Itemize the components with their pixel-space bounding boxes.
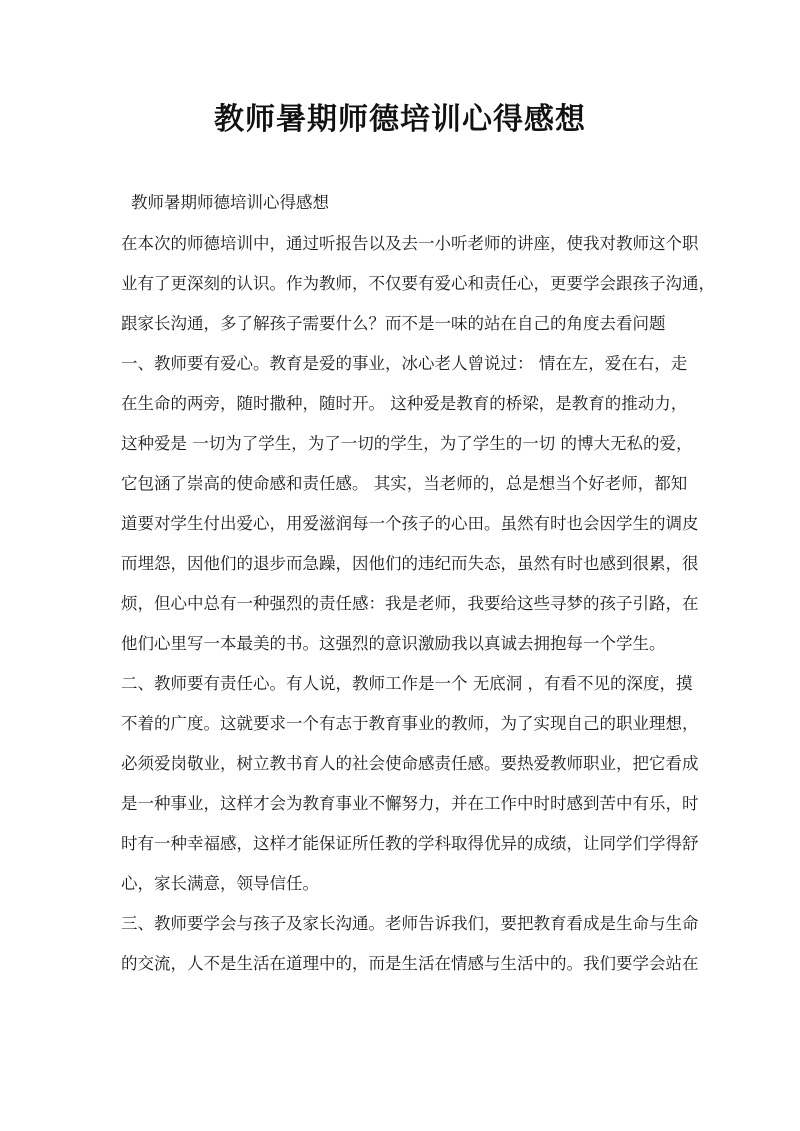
paragraph-line: 必须爱岗敬业，树立教书育人的社会使命感责任感。要热爱教师职业，把它看成 (121, 754, 699, 773)
paragraph-list (121, 224, 715, 984)
paragraph-line: 烦，但心中总有一种强烈的责任感：我是老师，我要给这些寻梦的孩子引路，在 (121, 594, 699, 613)
paragraph-line: 而埋怨，因他们的退步而急躁，因他们的违纪而失态，虽然有时也感到很累，很 (121, 554, 699, 573)
paragraph-line: 时有一种幸福感，这样才能保证所任教的学科取得优异的成绩，让同学们学得舒 (121, 834, 699, 853)
paragraph-line: 一、教师要有爱心。教育是爱的事业，冰心老人曾说过： 情在左，爱在右，走 (121, 354, 688, 373)
paragraph (121, 224, 715, 344)
paragraph (121, 904, 699, 984)
document-body (121, 183, 715, 984)
paragraph-line: 是一种事业，这样才会为教育事业不懈努力，并在工作中时时感到苦中有乐，时 (121, 794, 699, 813)
paragraph-line: 二、教师要有责任心。有人说，教师工作是一个 无底洞 ，有看不见的深度，摸 (121, 674, 693, 693)
paragraph (121, 664, 699, 904)
paragraph-line: 它包涵了崇高的使命感和责任感。 其实，当老师的，总是想当个好老师，都知 (121, 474, 688, 493)
paragraph-line: 在生命的两旁，随时撒种，随时开。 这种爱是教育的桥梁，是教育的推动力， (121, 394, 688, 413)
document-subtitle: 教师暑期师德培训心得感想 (131, 193, 329, 212)
paragraph-line: 不着的广度。这就要求一个有志于教育事业的教师，为了实现自己的职业理想， (121, 714, 699, 733)
paragraph-line: 跟家长沟通，多了解孩子需要什么？而不是一味的站在自己的角度去看问题 (121, 314, 666, 333)
paragraph-line: 心，家长满意，领导信任。 (121, 874, 319, 893)
paragraph-line: 业有了更深刻的认识。作为教师，不仅要有爱心和责任心，更要学会跟孩子沟通， (121, 274, 715, 293)
paragraph-line: 三、教师要学会与孩子及家长沟通。老师告诉我们，要把教育看成是生命与生命 (121, 914, 699, 933)
paragraph-line: 在本次的师德培训中，通过听报告以及去一小听老师的讲座，使我对教师这个职 (121, 234, 699, 253)
paragraph-line: 他们心里写一本最美的书。这强烈的意识激励我以真诚去拥抱每一个学生。 (121, 634, 666, 653)
paragraph (121, 344, 699, 664)
paragraph-line: 的交流，人不是生活在道理中的，而是生活在情感与生活中的。我们要学会站在 (121, 954, 699, 973)
document-title: 教师暑期师德培训心得感想 (214, 102, 586, 137)
paragraph-line: 道要对学生付出爱心，用爱滋润每一个孩子的心田。虽然有时也会因学生的调皮 (121, 514, 699, 533)
paragraph-line: 这种爱是 一切为了学生，为了一切的学生，为了学生的一切 的博大无私的爱， (121, 434, 693, 453)
